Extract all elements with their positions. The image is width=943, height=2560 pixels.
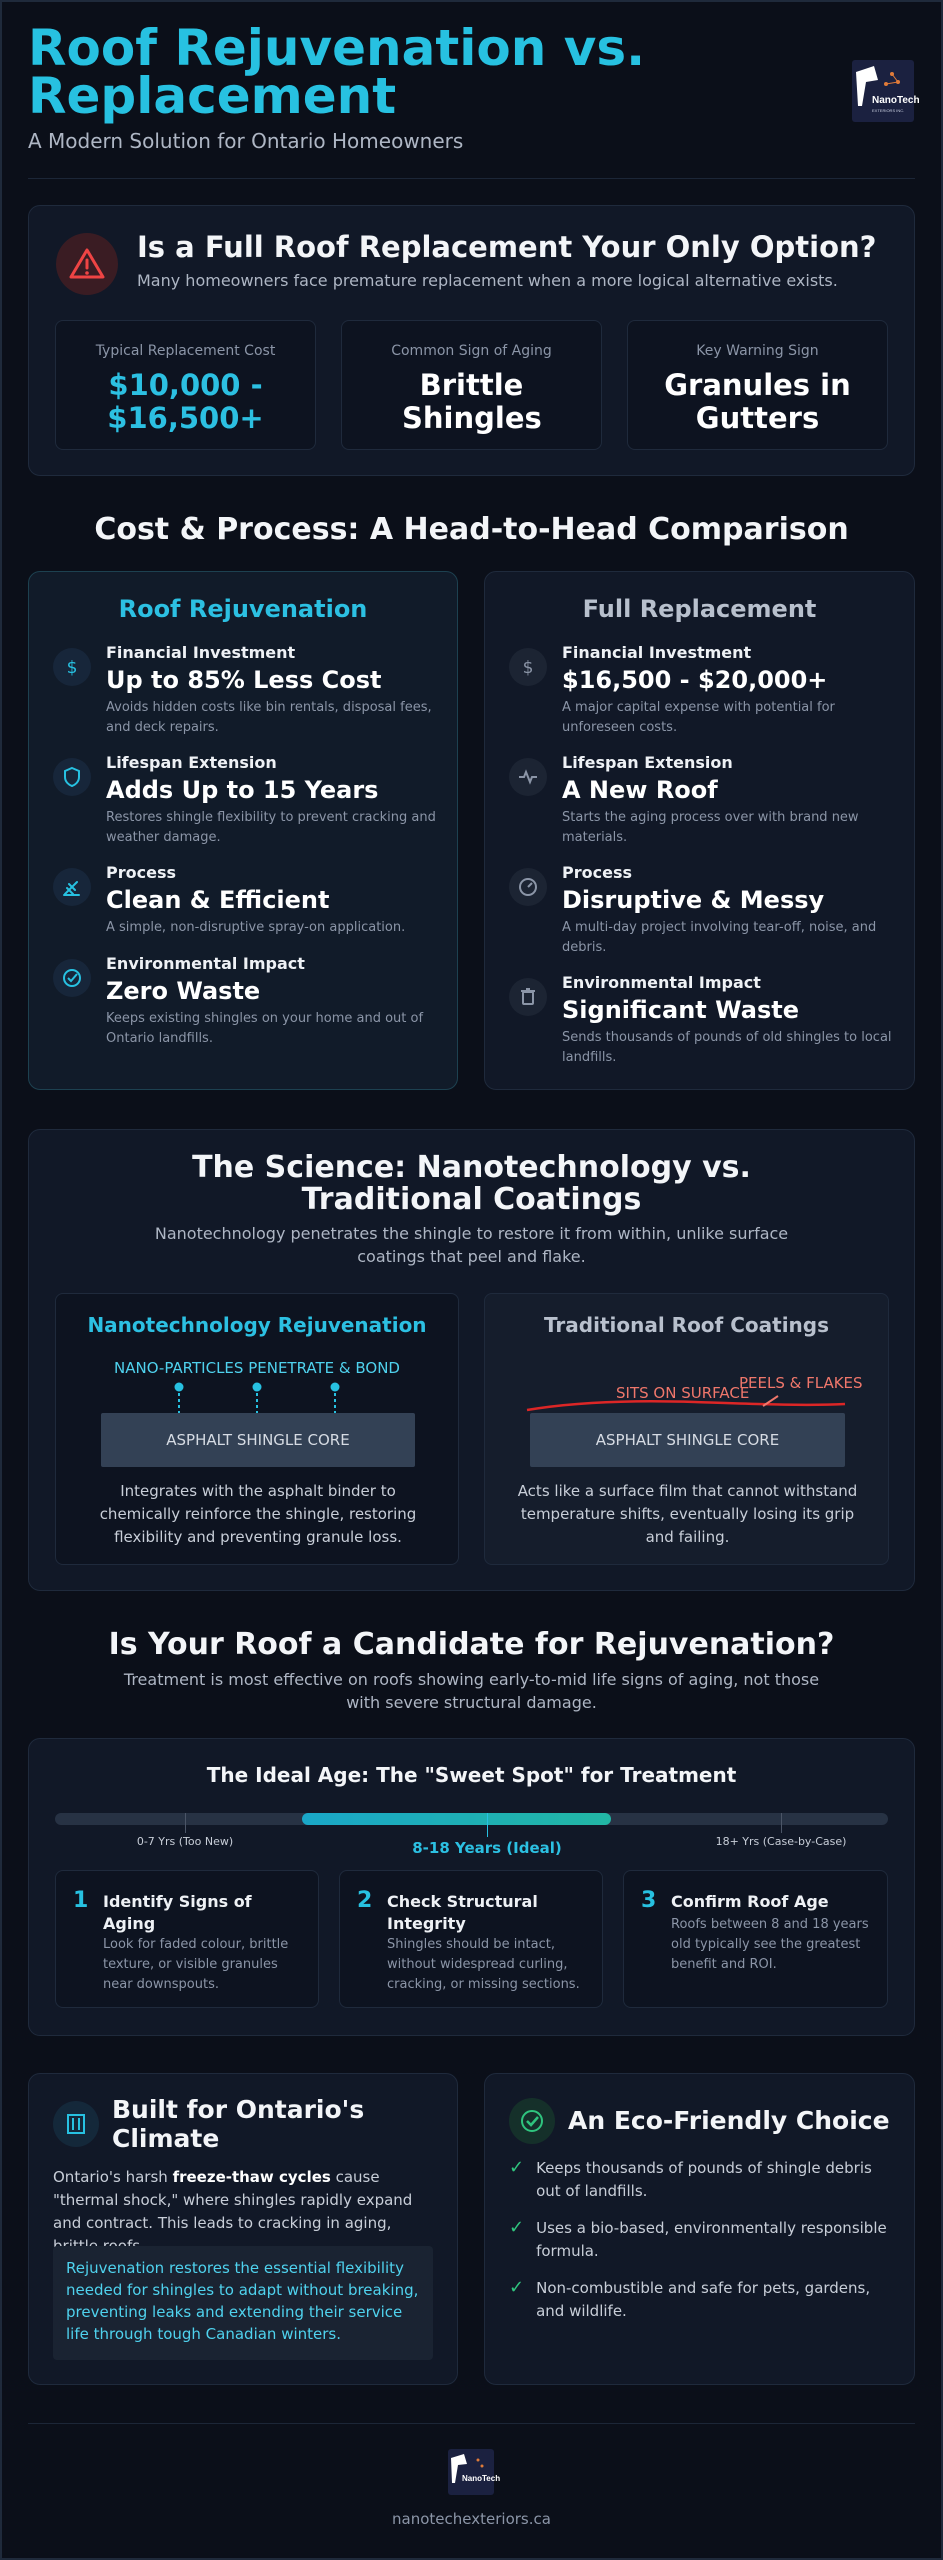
row-label: Environmental Impact [106,954,305,973]
row-label: Lifespan Extension [106,753,277,772]
tick-mark [487,1813,488,1837]
replacement-row-lifespan [562,753,892,848]
nano-heading: Nanotechnology Rejuvenation [87,1313,427,1337]
header-divider [28,178,915,179]
row-desc: Starts the aging process over with brand new materials. [562,810,859,845]
svg-text:$: $ [522,658,534,678]
check-circle-icon [53,959,91,997]
logo-text: NanoTech [872,95,920,106]
step-desc: Shingles should be intact, without widespread curling, cracking, or missing sections. [387,1937,580,1992]
climate-text: Ontario's harsh freeze-thaw cycles cause "thermal shock," where shingles rapidly expand and contract. This leads to cracking in aging, [53,2168,413,2232]
tick-mark [781,1813,782,1833]
row-value: Disruptive & Messy [562,886,825,914]
case-by-case-label: 18+ Yrs (Case-by-Case) [715,1835,847,1848]
stat-card-warning [627,320,888,450]
building-icon [53,2101,99,2147]
row-label: Environmental Impact [562,973,761,992]
question-subtitle: Many homeowners face premature replacement when a more logical alternative exists. [137,271,838,290]
row-value: Up to 85% Less Cost [106,666,382,694]
traditional-panel [484,1293,889,1565]
step-number: 1 [73,1888,89,1913]
logo-subtext: EXTERIORS INC. [872,108,905,113]
step-card-1 [55,1870,319,2008]
step-title: Confirm Roof Age [671,1892,829,1911]
science-title: The Science: Nanotechnology vs. Traditional Coatings [192,1150,751,1217]
row-value: Significant Waste [562,996,799,1024]
traditional-heading: Traditional Roof Coatings [543,1313,830,1337]
dollar-icon [53,648,91,686]
page-subtitle: A Modern Solution for Ontario Homeowners [28,129,464,153]
dollar-icon [509,648,547,686]
company-logo[interactable] [852,60,920,122]
footer-logo-text: NanoTech [462,2474,501,2483]
row-value: A New Roof [562,776,718,804]
surface-label: SITS ON SURFACE [616,1384,750,1402]
comparison-title: Cost & Process: A Head-to-Head Comparison [94,512,849,547]
too-new-label: 0-7 Yrs (Too New) [136,1835,234,1848]
eco-check-icon [509,2098,555,2144]
row-desc: Avoids hidden costs like bin rentals, disposal fees, and deck repairs. [106,700,432,735]
ideal-label: 8-18 Years (Ideal) [412,1839,562,1857]
shield-icon [53,758,91,796]
question-title: Is a Full Roof Replacement Your Only Option? [137,230,877,264]
row-label: Financial Investment [106,643,296,662]
stat-card-aging [341,320,602,450]
row-desc: Keeps existing shingles on your home and out of Ontario landfills. [106,1011,424,1046]
step-card-3 [623,1870,888,2008]
row-label: Process [562,863,632,882]
stat-card-cost [55,320,316,450]
activity-icon [509,758,547,796]
eco-title: An Eco-Friendly Choice [568,2106,890,2135]
rejuvenation-row-process [106,863,436,938]
stat-label: Common Sign of Aging [391,343,552,359]
climate-callout: Rejuvenation restores the essential flexibility needed for shingles to adapt without breaking, preventing leaks and extending their service life through tough Canadian winters. [53,2246,433,2360]
step-desc: Roofs between 8 and 18 years old typically see the greatest benefit and ROI. [671,1917,869,1972]
eco-list [509,2157,894,2323]
candidate-subtitle: Treatment is most effective on roofs showing early-to-mid life signs of aging, not those with severe structural damage. [123,1670,820,1712]
step-title: Check Structural Integrity [387,1892,538,1933]
row-label: Process [106,863,176,882]
step-number: 3 [641,1888,657,1913]
replacement-row-process [562,863,892,958]
row-value: $16,500 - $20,000+ [562,666,828,694]
step-title: Identify Signs of Aging [103,1892,252,1933]
footer-logo[interactable] [448,2449,501,2495]
trash-icon [509,978,547,1016]
footer-url[interactable]: nanotechexteriors.ca [392,2510,551,2528]
nano-diagram-label: NANO-PARTICLES PENETRATE & BOND [114,1359,400,1377]
stat-value: $10,000 - $16,500+ [107,368,264,435]
traditional-desc: Acts like a surface film that cannot withstand temperature shifts, eventually losing its grip and failing. [517,1482,858,1546]
stat-label: Key Warning Sign [696,343,819,359]
nano-panel [55,1293,459,1565]
step-card-2 [339,1870,603,2008]
candidate-title: Is Your Roof a Candidate for Rejuvenation? [108,1627,835,1662]
row-desc: A multi-day project involving tear-off, noise, and debris. [562,920,877,955]
row-value: Zero Waste [106,977,261,1005]
page-title: Roof Rejuvenation vs. Replacement [28,19,646,125]
eco-list-item: ✓ Keeps thousands of pounds of shingle debris out of landfills. [509,2157,894,2203]
rejuvenation-row-financial [106,643,436,738]
footer-divider [28,2423,915,2424]
nano-shingle-core: ASPHALT SHINGLE CORE [101,1413,415,1467]
row-label: Financial Investment [562,643,752,662]
climate-title: Built for Ontario's Climate [112,2095,365,2153]
warning-icon [56,233,118,295]
science-subtitle: Nanotechnology penetrates the shingle to restore it from within, unlike surface coatings that peel and flake. [154,1224,789,1266]
row-desc: Restores shingle flexibility to prevent cracking and weather damage. [106,810,436,845]
row-label: Lifespan Extension [562,753,733,772]
replacement-row-financial [562,643,892,738]
stat-value: Brittle Shingles [402,368,542,435]
warning-badge [56,233,118,295]
replacement-row-environment [562,973,892,1068]
nano-desc: Integrates with the asphalt binder to chemically reinforce the shingle, restoring flexibility and preventing granule loss. [99,1482,417,1546]
replacement-heading: Full Replacement [582,595,817,623]
ideal-age-range [302,1813,611,1825]
step-desc: Look for faded colour, brittle texture, or visible granules near downspouts. [103,1937,289,1992]
traditional-shingle-core: ASPHALT SHINGLE CORE [530,1413,845,1467]
step-number: 2 [357,1888,373,1913]
row-desc: A major capital expense with potential for unforeseen costs. [562,700,835,735]
rejuvenation-heading: Roof Rejuvenation [118,595,368,623]
rejuvenation-row-environment [106,954,436,1049]
row-desc: A simple, non-disruptive spray-on application. [106,920,406,935]
rejuvenation-row-lifespan [106,753,436,848]
peel-label: PEELS & FLAKES [739,1374,863,1392]
stat-value: Granules in Gutters [664,368,851,435]
row-value: Adds Up to 15 Years [106,776,379,804]
svg-text:$: $ [66,658,78,678]
timeline-title: The Ideal Age: The "Sweet Spot" for Treatment [206,1763,737,1787]
row-value: Clean & Efficient [106,886,330,914]
check-icon: ✓ [509,2277,525,2298]
spray-icon [53,868,91,906]
tick-mark [185,1813,186,1833]
gauge-icon [509,868,547,906]
check-icon: ✓ [509,2157,525,2178]
eco-list-item: ✓ Uses a bio-based, environmentally responsible formula. [509,2217,894,2263]
stat-label: Typical Replacement Cost [95,343,276,359]
check-icon: ✓ [509,2217,525,2238]
row-desc: Sends thousands of pounds of old shingles to local landfills. [562,1030,892,1065]
freeze-thaw-emphasis: freeze-thaw cycles [172,2168,331,2186]
eco-list-item: ✓ Non-combustible and safe for pets, gardens, and wildlife. [509,2277,894,2323]
